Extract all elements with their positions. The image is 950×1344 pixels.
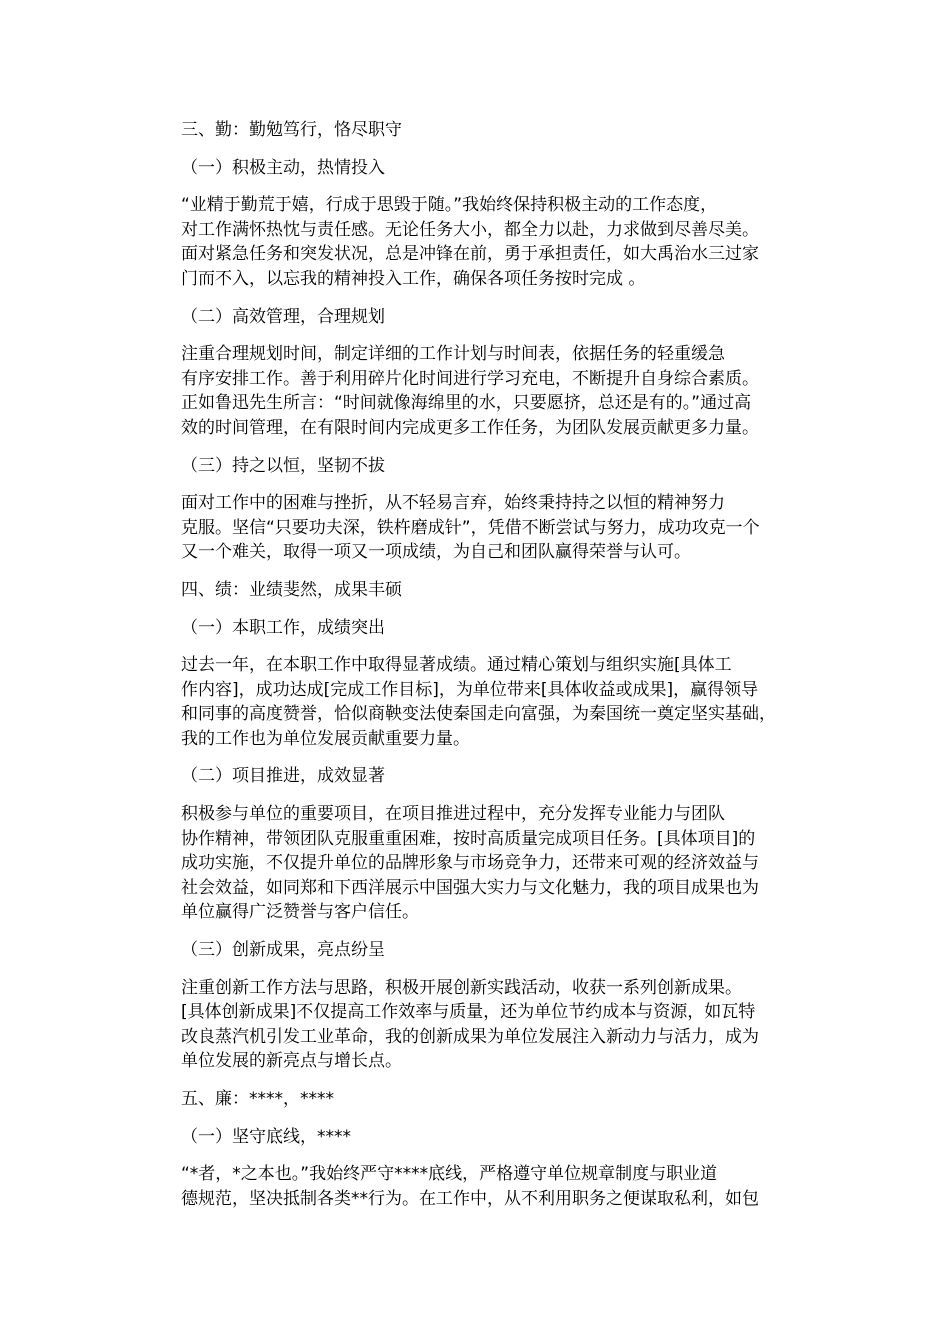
- paragraph-line: 注重创新工作方法与思路，积极开展创新实践活动，收获一系列创新成果。: [181, 977, 742, 998]
- section-heading-qin: 三、勤：勤勉笃行，恪尽职守: [181, 120, 402, 140]
- paragraph-qin-3: [145, 491, 825, 565]
- paragraph-line: “业精于勤荒于嬉，行成于思毁于随。”我始终保持积极主动的工作态度，: [181, 195, 718, 216]
- document-body: [145, 118, 825, 1224]
- paragraph-line: 作内容]，成功达成[完成工作目标]，为单位带来[具体收益或成果]，赢得领导: [181, 679, 759, 700]
- paragraph-line: 社会效益，如同郑和下西洋展示中国强大实力与文化魅力，我的项目成果也为: [181, 877, 759, 898]
- paragraph-lian-1: [145, 1162, 825, 1211]
- paragraph-line: 德规范，坚决抵制各类**行为。在工作中，从不利用职务之便谋取私利，如包: [181, 1188, 759, 1209]
- paragraph-line: 单位发展的新亮点与增长点。: [181, 1051, 402, 1072]
- subheading-ji-3: （三）创新成果，亮点纷呈: [181, 940, 385, 961]
- paragraph-line: 对工作满怀热忱与责任感。无论任务大小，都全力以赴，力求做到尽善尽美。: [181, 219, 759, 240]
- paragraph-line: 注重合理规划时间，制定详细的工作计划与时间表，依据任务的轻重缓急: [181, 344, 725, 365]
- paragraph-line: 和同事的高度赞誉，恰似商鞅变法使秦国走向富强，为秦国统一奠定坚实基础，: [181, 704, 776, 725]
- paragraph-line: 我的工作也为单位发展贡献重要力量。: [181, 728, 470, 749]
- paragraph-line: 克服。坚信“只要功夫深，铁杵磨成针”，凭借不断尝试与努力，成功攻克一个: [181, 517, 760, 538]
- paragraph-line: 效的时间管理，在有限时间内完成更多工作任务，为团队发展贡献更多力量。: [181, 417, 759, 438]
- paragraph-qin-1: [145, 193, 825, 291]
- paragraph-ji-3: [145, 976, 825, 1074]
- paragraph-ji-1: [145, 653, 825, 751]
- paragraph-qin-2: [145, 342, 825, 440]
- section-heading-lian: 五、廉：****，****: [181, 1089, 334, 1109]
- paragraph-line: 积极参与单位的重要项目，在项目推进过程中，充分发挥专业能力与团队: [181, 804, 725, 825]
- paragraph-line: 协作精神，带领团队克服重重困难，按时高质量完成项目任务。[具体项目]的: [181, 828, 756, 849]
- paragraph-line: 改良蒸汽机引发工业革命，我的创新成果为单位发展注入新动力与活力，成为: [181, 1026, 759, 1047]
- paragraph-line: 面对工作中的困难与挫折，从不轻易言弃，始终秉持持之以恒的精神努力: [181, 493, 725, 514]
- section-heading-ji: 四、绩：业绩斐然，成果丰硕: [181, 579, 402, 600]
- paragraph-line: 成功实施，不仅提升单位的品牌形象与市场竞争力，还带来可观的经济效益与: [181, 853, 759, 874]
- paragraph-line: 门而不入，以忘我的精神投入工作，确保各项任务按时完成 。: [181, 268, 646, 289]
- subheading-ji-1: （一）本职工作，成绩突出: [181, 617, 385, 638]
- paragraph-line: “*者，*之本也。”我始终严守****底线，严格遵守单位规章制度与职业道: [181, 1164, 718, 1185]
- subheading-qin-1: （一）积极主动，热情投入: [181, 157, 385, 178]
- subheading-ji-2: （二）项目推进，成效显著: [181, 766, 385, 787]
- subheading-qin-3: （三）持之以恒，坚韧不拔: [181, 455, 385, 476]
- paragraph-line: 正如鲁迅先生所言：“时间就像海绵里的水，只要愿挤，总还是有的。”通过高: [181, 393, 752, 414]
- paragraph-ji-2: [145, 802, 825, 925]
- subheading-lian-1: （一）坚守底线，****: [181, 1126, 351, 1147]
- paragraph-line: 有序安排工作。善于利用碎片化时间进行学习充电，不断提升自身综合素质。: [181, 368, 759, 389]
- paragraph-line: 过去一年，在本职工作中取得显著成绩。通过精心策划与组织实施[具体工: [181, 655, 732, 676]
- subheading-qin-2: （二）高效管理，合理规划: [181, 306, 385, 327]
- paragraph-line: 又一个难关，取得一项又一项成绩，为自己和团队赢得荣誉与认可。: [181, 542, 691, 563]
- paragraph-line: 单位赢得广泛赞誉与客户信任。: [181, 902, 419, 923]
- paragraph-line: 面对紧急任务和突发状况，总是冲锋在前，勇于承担责任，如大禹治水三过家: [181, 244, 759, 265]
- paragraph-line: [具体创新成果]不仅提高工作效率与质量，还为单位节约成本与资源，如瓦特: [181, 1002, 756, 1023]
